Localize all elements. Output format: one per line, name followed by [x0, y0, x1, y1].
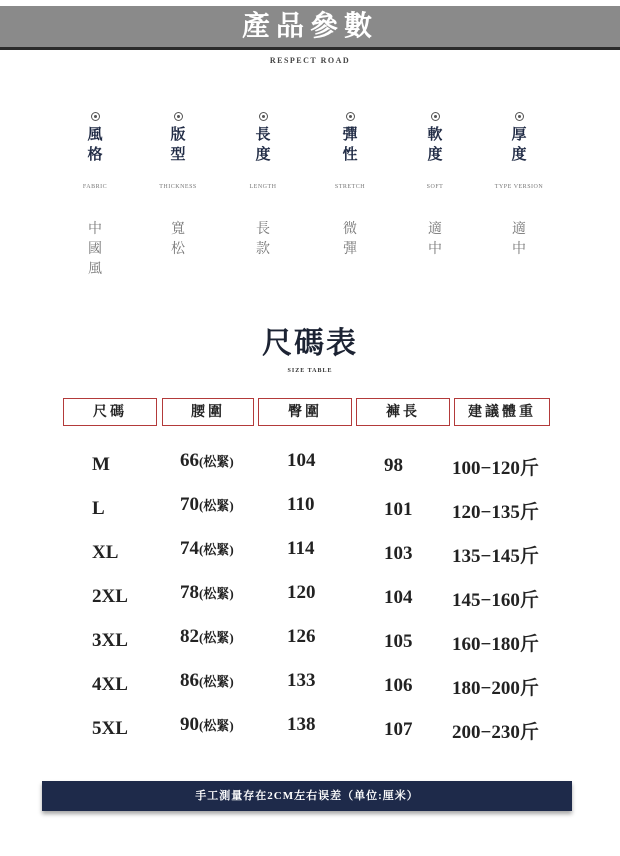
cell-hip — [287, 494, 314, 516]
param-name: 軟度 — [427, 127, 443, 163]
param-value: 適中 — [428, 222, 442, 257]
param-value: 中國風 — [88, 222, 102, 277]
header-size: 尺碼 — [63, 398, 157, 426]
param-value: 長款 — [256, 222, 270, 257]
cell-size — [92, 674, 128, 696]
cell-length-value: 104 — [384, 587, 413, 608]
param-name: 版型 — [170, 127, 186, 163]
param-length — [218, 112, 308, 165]
cell-hip-value: 104 — [287, 450, 316, 471]
cell-waist — [180, 670, 234, 692]
cell-waist — [180, 538, 234, 560]
cell-length — [384, 719, 413, 741]
param-value: 寬松 — [171, 222, 185, 257]
cell-waist — [180, 714, 234, 736]
param-en-label: LENGTH — [249, 184, 277, 190]
cell-weight — [452, 541, 539, 568]
cell-length-value: 105 — [384, 631, 413, 652]
cell-weight — [452, 717, 539, 744]
cell-waist-value: 70 — [180, 494, 199, 515]
param-name: 彈性 — [342, 127, 358, 163]
param-en-label: TYPE VERSION — [494, 184, 544, 190]
cell-waist-note: (松緊) — [199, 674, 234, 689]
cell-hip-value: 120 — [287, 582, 316, 603]
header-pants-length: 褲長 — [356, 398, 450, 426]
cell-size — [92, 542, 118, 564]
cell-hip — [287, 582, 316, 604]
cell-size — [92, 498, 105, 520]
param-value-fit — [133, 220, 223, 260]
cell-length — [384, 631, 413, 653]
cell-weight-value: 180−200斤 — [452, 678, 539, 699]
header-waist: 腰圍 — [162, 398, 254, 426]
cell-weight-value: 145−160斤 — [452, 590, 539, 611]
cell-waist — [180, 450, 234, 472]
cell-hip-value: 138 — [287, 714, 316, 735]
cell-hip — [287, 626, 316, 648]
cell-waist-value: 86 — [180, 670, 199, 691]
cell-weight — [452, 673, 539, 700]
cell-weight-value: 100−120斤 — [452, 458, 539, 479]
cell-size-value: 5XL — [92, 718, 128, 739]
cell-length — [384, 543, 413, 565]
param-softness — [390, 112, 480, 165]
cell-waist-note: (松緊) — [199, 718, 234, 733]
target-icon — [431, 112, 440, 121]
cell-size — [92, 586, 128, 608]
cell-weight-value: 200−230斤 — [452, 722, 539, 743]
cell-waist — [180, 494, 234, 516]
param-value-softness — [390, 220, 480, 260]
cell-length — [384, 675, 413, 697]
param-name: 厚度 — [511, 127, 527, 163]
cell-length-value: 98 — [384, 455, 403, 476]
param-en-label: SOFT — [426, 184, 444, 190]
cell-size — [92, 630, 128, 652]
cell-waist-value: 90 — [180, 714, 199, 735]
param-name: 長度 — [255, 127, 271, 163]
cell-hip-value: 114 — [287, 538, 315, 559]
cell-waist-note: (松緊) — [199, 454, 234, 469]
param-name: 風格 — [87, 127, 103, 163]
param-value: 適中 — [512, 222, 526, 257]
param-en-label: FABRIC — [82, 184, 108, 190]
param-fit — [133, 112, 223, 165]
cell-weight-value: 135−145斤 — [452, 546, 539, 567]
cell-length-value: 101 — [384, 499, 413, 520]
cell-size-value: 3XL — [92, 630, 128, 651]
cell-weight — [452, 629, 539, 656]
param-en-label: STRETCH — [334, 184, 366, 190]
cell-weight — [452, 497, 539, 524]
target-icon — [174, 112, 183, 121]
cell-size — [92, 718, 128, 740]
cell-weight — [452, 585, 539, 612]
cell-weight-value: 120−135斤 — [452, 502, 539, 523]
cell-waist-value: 74 — [180, 538, 199, 559]
cell-hip — [287, 714, 316, 736]
cell-size-value: XL — [92, 542, 119, 563]
target-icon — [259, 112, 268, 121]
cell-waist-value: 66 — [180, 450, 199, 471]
cell-size-value: 2XL — [92, 586, 128, 607]
param-thickness — [474, 112, 564, 165]
page-title: 產品參數 — [241, 11, 378, 42]
cell-length-value: 103 — [384, 543, 413, 564]
cell-waist-value: 82 — [180, 626, 199, 647]
cell-waist-value: 78 — [180, 582, 199, 603]
size-table-subtitle: SIZE TABLE — [287, 368, 333, 374]
target-icon — [346, 112, 355, 121]
param-value-stretch — [305, 220, 395, 260]
cell-waist-note: (松緊) — [199, 630, 234, 645]
param-value: 微彈 — [343, 222, 357, 257]
size-table-title: 尺碼表 — [262, 327, 358, 360]
cell-length — [384, 587, 413, 609]
cell-hip — [287, 538, 314, 560]
cell-length — [384, 455, 403, 477]
footer-note: 手工測量存在2CM左右误差（单位:厘米） — [42, 781, 572, 811]
cell-length — [384, 499, 413, 521]
cell-size-value: L — [92, 498, 105, 519]
target-icon — [515, 112, 524, 121]
target-icon — [91, 112, 100, 121]
param-value-style — [50, 220, 140, 280]
header-hip: 臀圍 — [258, 398, 352, 426]
param-en-label: THICKNESS — [159, 184, 197, 190]
param-stretch — [305, 112, 395, 165]
page-subtitle: RESPECT ROAD — [269, 56, 351, 65]
param-value-length — [218, 220, 308, 260]
param-value-thickness — [474, 220, 564, 260]
cell-size-value: 4XL — [92, 674, 128, 695]
cell-length-value: 106 — [384, 675, 413, 696]
cell-hip — [287, 670, 316, 692]
cell-size — [92, 454, 110, 476]
cell-waist-note: (松緊) — [199, 542, 234, 557]
cell-weight-value: 160−180斤 — [452, 634, 539, 655]
cell-hip-value: 110 — [287, 494, 315, 515]
cell-weight — [452, 453, 539, 480]
cell-hip — [287, 450, 316, 472]
cell-hip-value: 133 — [287, 670, 316, 691]
cell-waist — [180, 626, 234, 648]
cell-waist — [180, 582, 234, 604]
cell-waist-note: (松緊) — [199, 498, 234, 513]
cell-waist-note: (松緊) — [199, 586, 234, 601]
cell-length-value: 107 — [384, 719, 413, 740]
param-style — [50, 112, 140, 165]
cell-size-value: M — [92, 454, 110, 475]
header-weight: 建議體重 — [454, 398, 550, 426]
cell-hip-value: 126 — [287, 626, 316, 647]
